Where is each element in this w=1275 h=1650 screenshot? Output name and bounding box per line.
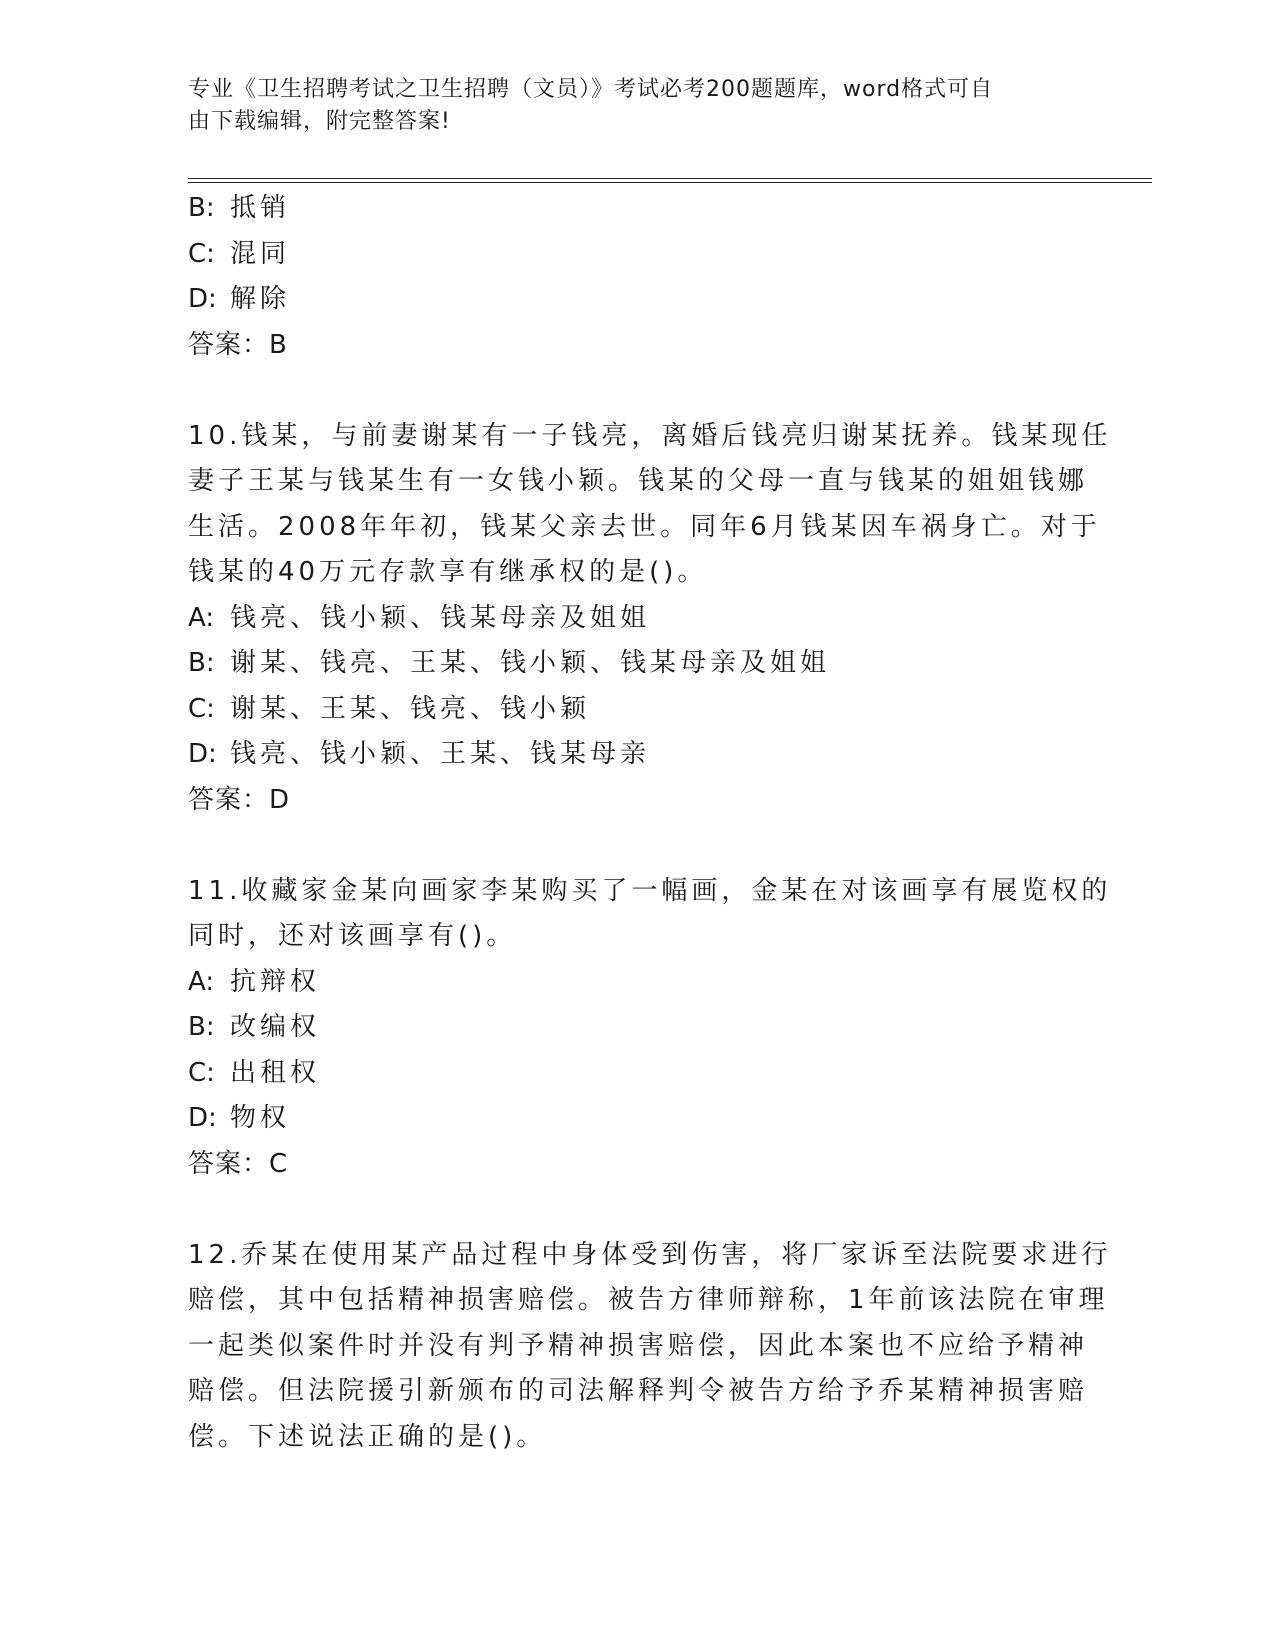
header-line-1: 专业《卫生招聘考试之卫生招聘（文员）》考试必考200题题库，word格式可自 [188,77,994,102]
header-line-2: 由下载编辑，附完整答案! [188,109,451,134]
option-a: A: 抗辩权 [188,966,321,997]
question-text-line: 11.收藏家金某向画家李某购买了一幅画，金某在对该画享有展览权的 [188,875,1112,906]
option-a: A: 钱亮、钱小颖、钱某母亲及姐姐 [188,602,651,633]
header-divider [188,178,1152,183]
answer-line: 答案：B [188,329,288,360]
option-b: B: 谢某、钱亮、王某、钱小颖、钱某母亲及姐姐 [188,648,831,678]
page-header [188,74,1068,138]
option-d: D: 物权 [188,1103,291,1133]
option-c: C: 谢某、王某、钱亮、钱小颖 [188,693,591,724]
question-text-line: 钱某的40万元存款享有继承权的是()。 [188,557,708,587]
question-text-line: 生活。2008年年初，钱某父亲去世。同年6月钱某因车祸身亡。对于 [188,511,1101,542]
question-11 [188,869,1112,1188]
option-d: D: 钱亮、钱小颖、王某、钱某母亲 [188,739,651,769]
question-text-line: 10.钱某，与前妻谢某有一子钱亮，离婚后钱亮归谢某抚养。钱某现任 [188,420,1112,451]
option-c: C: 混同 [188,238,291,269]
option-b: B: 抵销 [188,193,291,223]
question-text-line: 妻子王某与钱某生有一女钱小颖。钱某的父母一直与钱某的姐姐钱娜 [188,466,1089,496]
option-b: B: 改编权 [188,1012,321,1042]
question-text-line: 12.乔某在使用某产品过程中身体受到伤害，将厂家诉至法院要求进行 [188,1239,1112,1270]
answer-line: 答案：D [188,784,291,815]
question-text-line: 偿。下述说法正确的是()。 [188,1421,547,1452]
answer-line: 答案：C [188,1148,289,1179]
question-content [188,186,1112,1460]
question-text-line: 一起类似案件时并没有判予精神损害赔偿，因此本案也不应给予精神 [188,1330,1089,1361]
question-text-line: 赔偿，其中包括精神损害赔偿。被告方律师辩称，1年前该法院在审理 [188,1285,1109,1315]
option-d: D: 解除 [188,284,291,314]
question-text-line: 同时，还对该画享有()。 [188,921,517,951]
option-c: C: 出租权 [188,1057,321,1088]
question-12 [188,1233,1112,1461]
prev-question-options [188,186,1088,323]
question-10 [188,414,1112,824]
question-text-line: 赔偿。但法院援引新颁布的司法解释判令被告方给予乔某精神损害赔 [188,1376,1089,1406]
